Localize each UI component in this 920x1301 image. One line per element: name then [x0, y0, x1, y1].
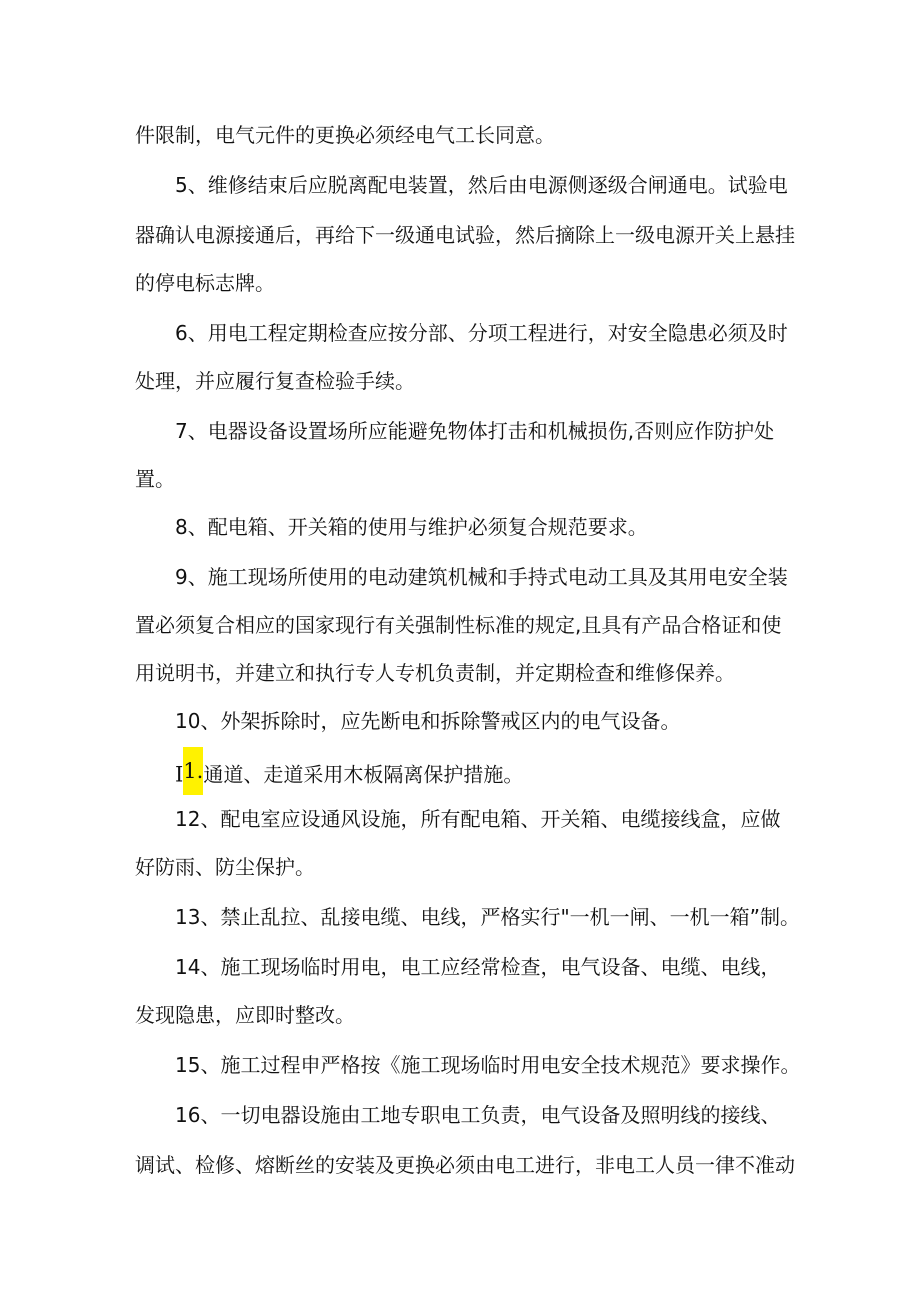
- text-line: 5、维修结束后应脱离配电装置，然后由电源侧逐级合闸通电。试验电: [175, 173, 788, 197]
- text-line: 处理，并应履行复查检验手续。: [135, 369, 415, 393]
- text-line: 调试、检修、熔断丝的安装及更换必须由电工进行，非电工人员一律不准动: [135, 1153, 795, 1177]
- text-line: 6、用电工程定期检查应按分部、分项工程进行，对安全隐患必须及时: [175, 321, 788, 345]
- text-line: 置必须复合相应的国家现行有关强制性标准的规定,且具有产品合格证和使: [135, 613, 782, 637]
- text-line: 置。: [135, 467, 175, 491]
- highlight-mark: 1.: [183, 747, 203, 795]
- text-line-item-11: [175, 757, 920, 795]
- text-line: 9、施工现场所使用的电动建筑机械和手持式电动工具及其用电安全装: [175, 565, 788, 589]
- text-line: 15、施工过程申严格按《施工现场临时用电安全技术规范》要求操作。: [175, 1053, 801, 1077]
- text-line: 10、外架拆除时，应先断电和拆除警戒区内的电气设备。: [175, 709, 681, 733]
- text-line: 用说明书，并建立和执行专人专机负责制，并定期检查和维修保养。: [135, 661, 735, 685]
- text-line: 8、配电箱、开关箱的使用与维护必须复合规范要求。: [175, 515, 648, 539]
- text-line: 16、一切电器设施由工地专职电工负责，电气设备及照明线的接线、: [175, 1103, 781, 1127]
- text-line: 14、施工现场临时用电，电工应经常检查，电气设备、电缆、电线，: [175, 955, 781, 979]
- item-11-prefix-i: I: [175, 762, 184, 787]
- text-line: 7、电器设备设置场所应能避免物体打击和机械损伤,否则应作防护处: [175, 419, 775, 443]
- text-line: 13、禁止乱拉、乱接电缆、电线，严格实行"一机一闸、一机一箱”制。: [175, 905, 801, 929]
- text-line: 好防雨、防尘保护。: [135, 855, 315, 879]
- item-11-text: 通道、走道采用木板隔离保护措施。: [203, 762, 524, 787]
- text-line: 件限制，电气元件的更换必须经电气工长同意。: [135, 123, 555, 147]
- text-line: 发现隐患，应即时整改。: [135, 1003, 355, 1027]
- text-line: 的停电标志牌。: [135, 271, 275, 295]
- text-line: 器确认电源接通后，再给下一级通电试验，然后摘除上一级电源开关上悬挂: [135, 223, 795, 247]
- text-line: 12、配电室应设通风设施，所有配电箱、开关箱、电缆接线盒，应做: [175, 807, 781, 831]
